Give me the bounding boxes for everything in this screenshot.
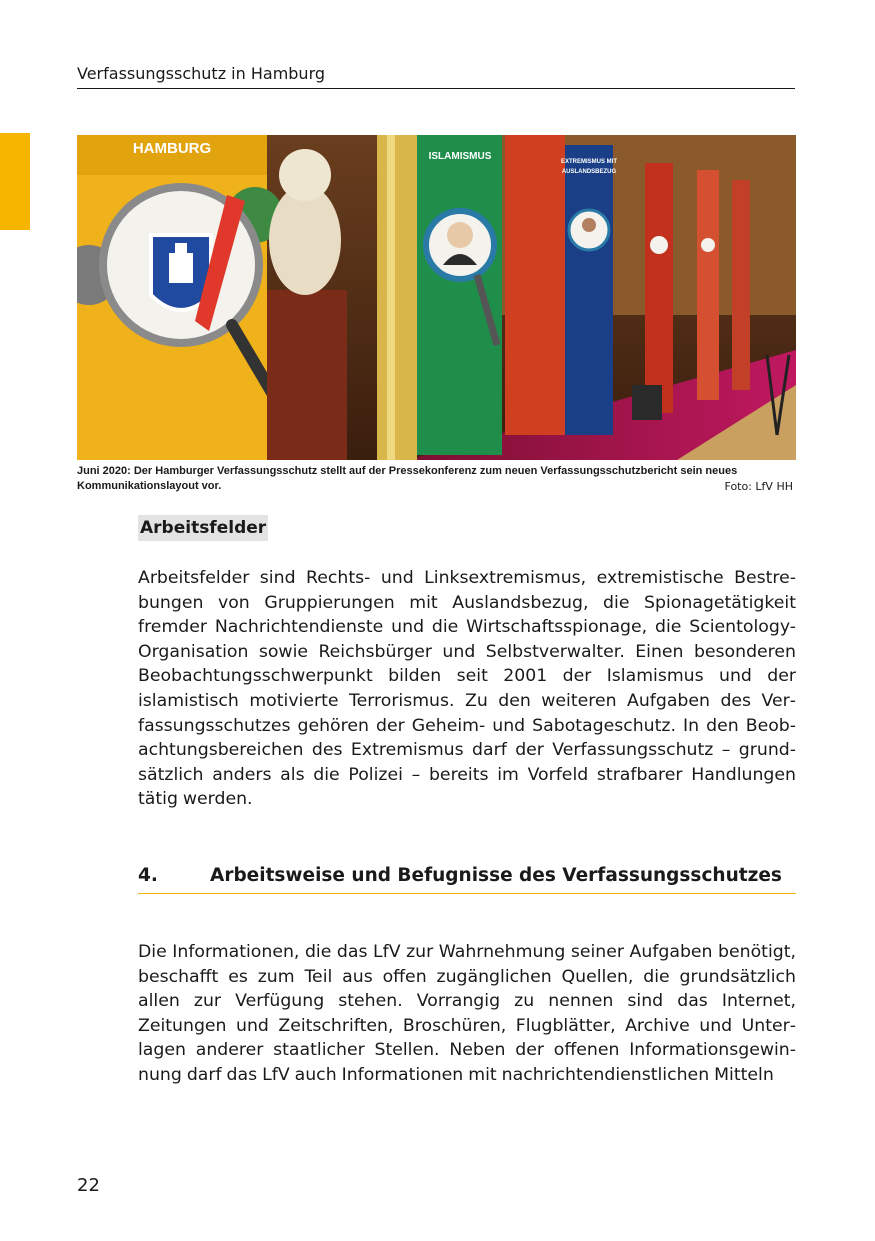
- subheading-arbeitsfelder: Arbeitsfelder: [138, 515, 268, 541]
- paragraph-arbeitsweise: Die Informationen, die das LfV zur Wahrnehmung seiner Aufgaben benötigt, beschafft es zum Teil aus offen zugänglichen Quellen, die grundsätzlich allen zur Verfügung stehen. Vorrangig zu nennen sind das Internet, Zeitungen und Zeitschriften, Broschüren, Flugblätter, Archive und Unterlagen anderer staatlicher Stellen. Neben der offenen Informationsgewinnung darf das LfV auch Informationen mit nachrichtendienstlichen Mitteln: [138, 942, 796, 1085]
- press-conference-photo: [77, 135, 796, 460]
- header-title: Verfassungsschutz in Hamburg: [77, 64, 326, 83]
- banner-middle-label: ISLAMISMUS: [428, 151, 492, 162]
- banner-right-label-2: AUSLANDSBEZUG: [561, 169, 617, 175]
- chapter-tab-marker: [0, 133, 30, 230]
- banner-left-text: [133, 140, 211, 157]
- banner-left-label: HAMBURG: [132, 140, 212, 157]
- page-number: 22: [77, 1175, 100, 1196]
- paragraph-arbeitsfelder: Arbeitsfelder sind Rechts- und Linksextremismus, extremistische Bestrebungen von Gruppierungen mit Auslandsbezug, die Spionagetätigkeit fremder Nachrichtendienste und die Wirtschaftsspionage, die Scientology-Organisation sowie Reichsbürger und Selbstverwalter. Einen besonderen Beobachtungsschwerpunkt bilden seit 2001 der Islamismus und der islamistisch motivierte Terrorismus. Zu den weiteren Aufgaben des Verfassungsschutzes gehören der Geheim- und Sabotageschutz. In den Beobachtungsbereichen des Extremismus darf der Verfassungsschutz – grundsätzlich anders als die Polizei – bereits im Vorfeld strafbarer Handlungen tätig werden.: [138, 568, 796, 810]
- section-heading: [138, 863, 796, 894]
- running-header: [77, 64, 795, 89]
- caption-text: Juni 2020: Der Hamburger Verfassungsschutz stellt auf der Pressekonferenz zum neuen Verfassungsschutzbericht sein neues Kommunikationslayout vor.: [77, 465, 738, 492]
- section-title: Arbeitsweise und Befugnisse des Verfassungsschutzes: [210, 865, 782, 886]
- banner-right-label-1: EXTREMISMUS MIT: [560, 159, 618, 165]
- section-number: 4.: [138, 865, 158, 886]
- photo-credit: Foto: LfV HH: [724, 480, 793, 493]
- photo-caption: [77, 464, 793, 494]
